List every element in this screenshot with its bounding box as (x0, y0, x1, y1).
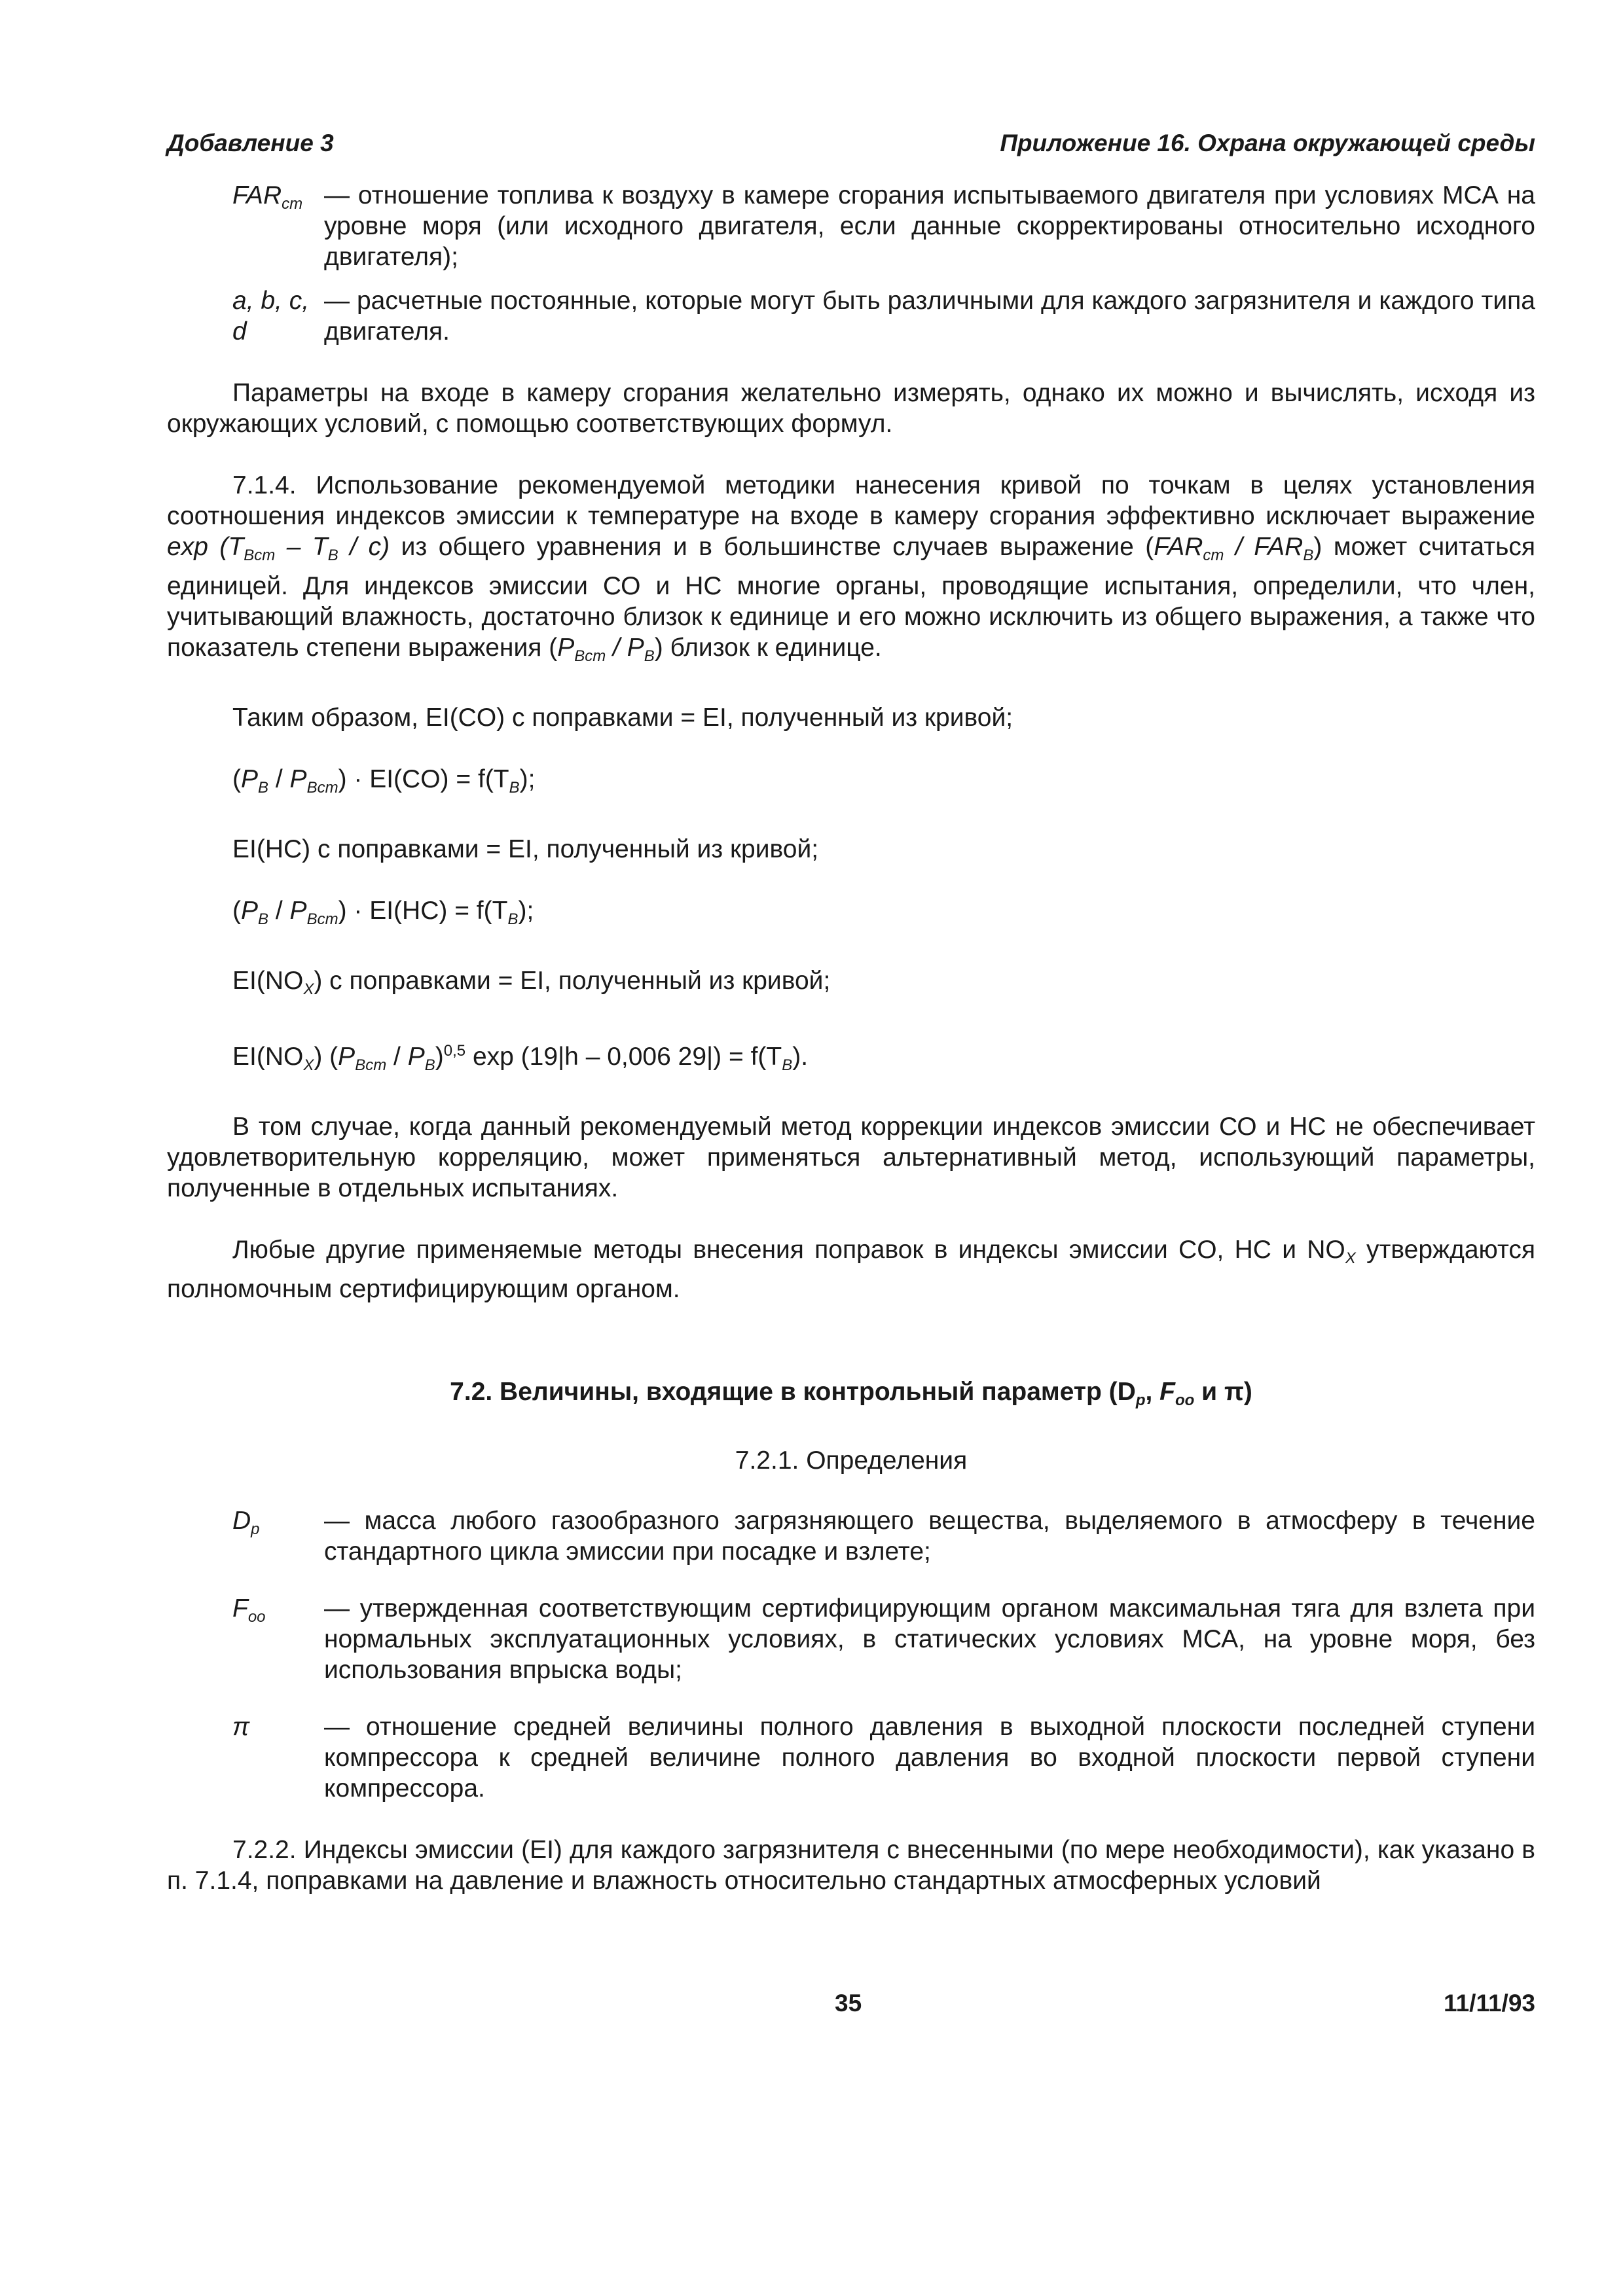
subsection-heading: 7.2.1. Определения (735, 1446, 968, 1475)
paragraph-7-1-4: 7.1.4. Использование рекомендуемой методики нанесения кривой по точкам в целях установления соотношения индексов эмиссии к температуре на входе в камеру сгорания эффективно исключает выражение $\exp (T_{Вст} - T_В / c)$ из общего уравнения и в большинстве случаев выражение $(FAR_{ст} / FAR_В)$ может считаться единицей. Для индексов эмиссии СО и НС многие органы, проводящие испытания, определили, что член, учитывающий влажность, достаточно близок к единице и его можно исключить из общего выражения, а также что показатель степени выражения $(P_{Вст} / P_В)$ близок к единице. (167, 471, 1536, 665)
definition-text: — масса любого газообразного загрязняющего вещества, выделяемого в атмосферу в течение стандартного цикла эмиссии при посадке и взлете; (324, 1507, 1535, 1566)
section-heading: 7.2. Величины, входящие в контрольный параметр ($D_p$, $F_{oo}$ и π) (450, 1378, 1252, 1409)
definition-text: — расчетные постоянные, которые могут быть различными для каждого загрязнителя и каждого типа двигателя. (324, 287, 1535, 346)
running-header (167, 128, 1535, 167)
definition-term: $D_p$ (232, 1507, 260, 1538)
document-page (167, 128, 1535, 1896)
definition-term: $F_{oo}$ (232, 1594, 266, 1626)
header-left: Добавление 3 (167, 130, 334, 156)
footer-date: 11/11/93 (1444, 1990, 1535, 2017)
paragraph: В том случае, когда данный рекомендуемый метод коррекции индексов эмиссии СО и НС не обеспечивает удовлетворительную корреляцию, может применяться альтернативный метод, использующий параметры, полученные в отдельных испытаниях. (167, 1113, 1535, 1202)
formula-nox: $EI(NO_X)$ $(P_{Вст} / P_В)^{0,5}$ exp (19|h – 0,006 $29|) = f(T_В)$. (232, 1042, 809, 1074)
definition-term: π (232, 1713, 250, 1741)
paragraph: Таким образом, EI(CO) с поправками = EI, полученный из кривой; (232, 704, 1013, 732)
definition-text: — утвержденная соответствующим сертифицирующим органом максимальная тяга для взлета при нормальных эксплуатационных условиях, в статических условиях МСА, на уровне моря, без использования впрыска воды; (324, 1594, 1535, 1684)
definition-far (167, 180, 1535, 272)
definition-term: $FAR_{ст}$ (232, 181, 303, 213)
definition-dp (167, 1505, 1535, 1567)
definition-foo (167, 1593, 1535, 1685)
definition-text: — отношение средней величины полного давления в выходной плоскости последней ступени компрессора к средней величине полного давления во входной плоскости первой ступени компрессора. (324, 1713, 1535, 1803)
formula-hc: $(P_В / P_{Вст}) \cdot EI(HC) = f(T_В)$; (232, 897, 534, 928)
paragraph: Параметры на входе в камеру сгорания желательно измерять, однако их можно и вычислять, исходя из окружающих условий, с помощью соответствующих формул. (167, 379, 1535, 438)
paragraph: EI(HC) с поправками = EI, полученный из кривой; (232, 835, 819, 863)
definition-pi (167, 1712, 1535, 1804)
header-right: Приложение 16. Охрана окружающей среды (1000, 130, 1535, 156)
paragraph-nox: $EI(NO_X)$ с поправками = EI, полученный из кривой; (232, 967, 831, 998)
formula-co: $(P_В / P_{Вст}) \cdot EI(CO) = f(T_В)$; (232, 765, 536, 797)
paragraph: Любые другие применяемые методы внесения поправок в индексы эмиссии CO, HC и $NO_X$ утверждаются полномочным сертифицирующим органом. (167, 1236, 1535, 1303)
definition-term: a, b, c, d (232, 287, 310, 346)
definition-abcd (167, 285, 1535, 347)
page-number: 35 (835, 1990, 862, 2017)
paragraph-7-2-2: 7.2.2. Индексы эмиссии (EI) для каждого загрязнителя с внесенными (по мере необходимости), как указано в п. 7.1.4, поправками на давление и влажность относительно стандартных атмосферных условий (167, 1836, 1535, 1895)
definition-text: — отношение топлива к воздуху в камере сгорания испытываемого двигателя при условиях МСА на уровне моря (или исходного двигателя, если данные скорректированы относительно исходного двигателя); (324, 181, 1535, 271)
